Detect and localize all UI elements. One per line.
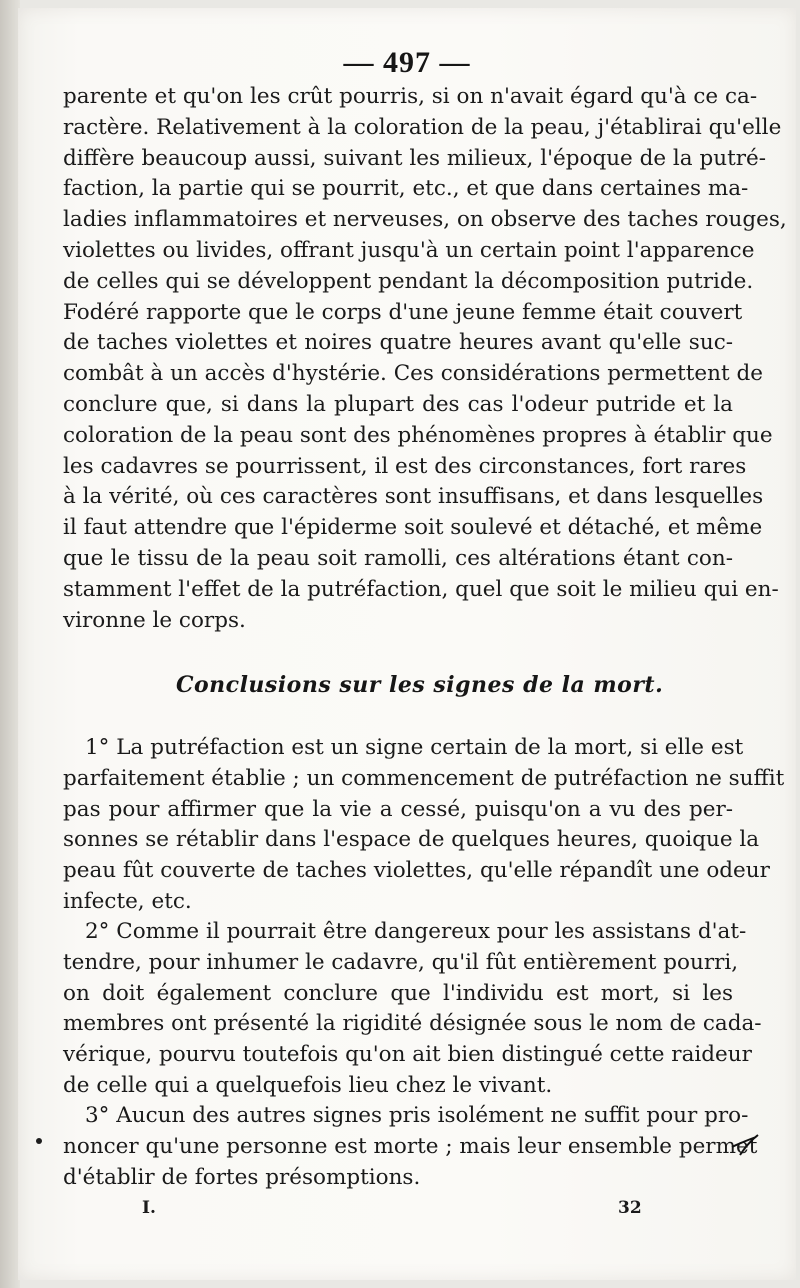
text-line: tendre, pour inhumer le cadavre, qu'il fût entièrement pourri, [63, 949, 739, 975]
text-line: les cadavres se pourrissent, il est des circonstances, fort rares [63, 453, 747, 479]
text-line: 3° Aucun des autres signes pris isolément ne suffit pour pro- [85, 1103, 749, 1128]
text-line: conclure que, si dans la plupart des cas l'odeur putride et la [63, 391, 733, 417]
text-line: que le tissu de la peau soit ramolli, ces altérations étant con- [63, 545, 733, 571]
text-line: faction, la partie qui se pourrit, etc., et que dans certaines ma- [63, 176, 749, 202]
text-line: parfaitement établie ; un commencement de putréfaction ne suffit [63, 765, 785, 791]
text-line: de taches violettes et noires quatre heures avant qu'elle suc- [63, 330, 733, 356]
text-line: il faut attendre que l'épiderme soit soulevé et détaché, et même [63, 515, 763, 541]
conclusion-2 [63, 917, 762, 1102]
text-line: stamment l'effet de la putréfaction, quel que soit le milieu qui en- [63, 576, 779, 602]
text-line: coloration de la peau sont des phénomènes propres à établir que [63, 422, 773, 448]
text-line: combât à un accès d'hystérie. Ces considérations permettent de [63, 361, 763, 387]
text-line: à la vérité, où ces caractères sont insuffisans, et dans lesquelles [63, 484, 764, 510]
text-line: parente et qu'on les crût pourris, si on n'avait égard qu'à ce ca- [63, 84, 758, 109]
margin-dot-mark [36, 1138, 42, 1144]
text-line: pas pour affirmer que la vie a cessé, puisqu'on a vu des per- [63, 796, 733, 822]
text-line: on doit également conclure que l'individu est mort, si les [63, 980, 733, 1006]
page-edge-shadow [0, 0, 20, 1288]
text-line: ractère. Relativement à la coloration de la peau, j'établirai qu'elle [63, 114, 782, 140]
text-line: noncer qu'une personne est morte ; mais leur ensemble permet [63, 1133, 758, 1159]
text-line: infecte, etc. [63, 888, 192, 914]
text-line: sonnes se rétablir dans l'espace de quelques heures, quoique la [63, 827, 760, 853]
text-line: violettes ou livides, offrant jusqu'à un certain point l'apparence [63, 237, 755, 263]
section-heading: Conclusions sur les signes de la mort. [176, 672, 664, 698]
signature-mark: I. [142, 1198, 156, 1218]
paragraph-putrefaction-discussion [63, 82, 787, 636]
text-line: peau fût couverte de taches violettes, qu'elle répandît une odeur [63, 858, 770, 884]
text-line: membres ont présenté la rigidité désignée sous le nom de cada- [63, 1011, 762, 1037]
text-line: d'établir de fortes présomptions. [63, 1164, 421, 1190]
text-line: diffère beaucoup aussi, suivant les milieux, l'époque de la putré- [63, 145, 766, 171]
text-line: vironne le corps. [63, 607, 246, 633]
text-line: Fodéré rapporte que le corps d'une jeune femme était couvert [63, 299, 743, 325]
text-line: vérique, pourvu toutefois qu'on ait bien distingué cette raideur [63, 1042, 752, 1068]
pen-annotation-icon [728, 1125, 768, 1165]
conclusion-1 [63, 733, 785, 918]
conclusion-3 [63, 1101, 758, 1193]
text-line: 1° La putréfaction est un signe certain de la mort, si elle est [85, 735, 744, 760]
text-line: 2° Comme il pourrait être dangereux pour les assistans d'at- [85, 919, 747, 944]
text-line: de celle qui a quelquefois lieu chez le vivant. [63, 1072, 553, 1098]
text-line: ladies inflammatoires et nerveuses, on observe des taches rouges, [63, 207, 787, 233]
page-number: — 497 — [343, 46, 471, 79]
signature-number: 32 [618, 1198, 642, 1218]
text-line: de celles qui se développent pendant la décomposition putride. [63, 268, 754, 294]
